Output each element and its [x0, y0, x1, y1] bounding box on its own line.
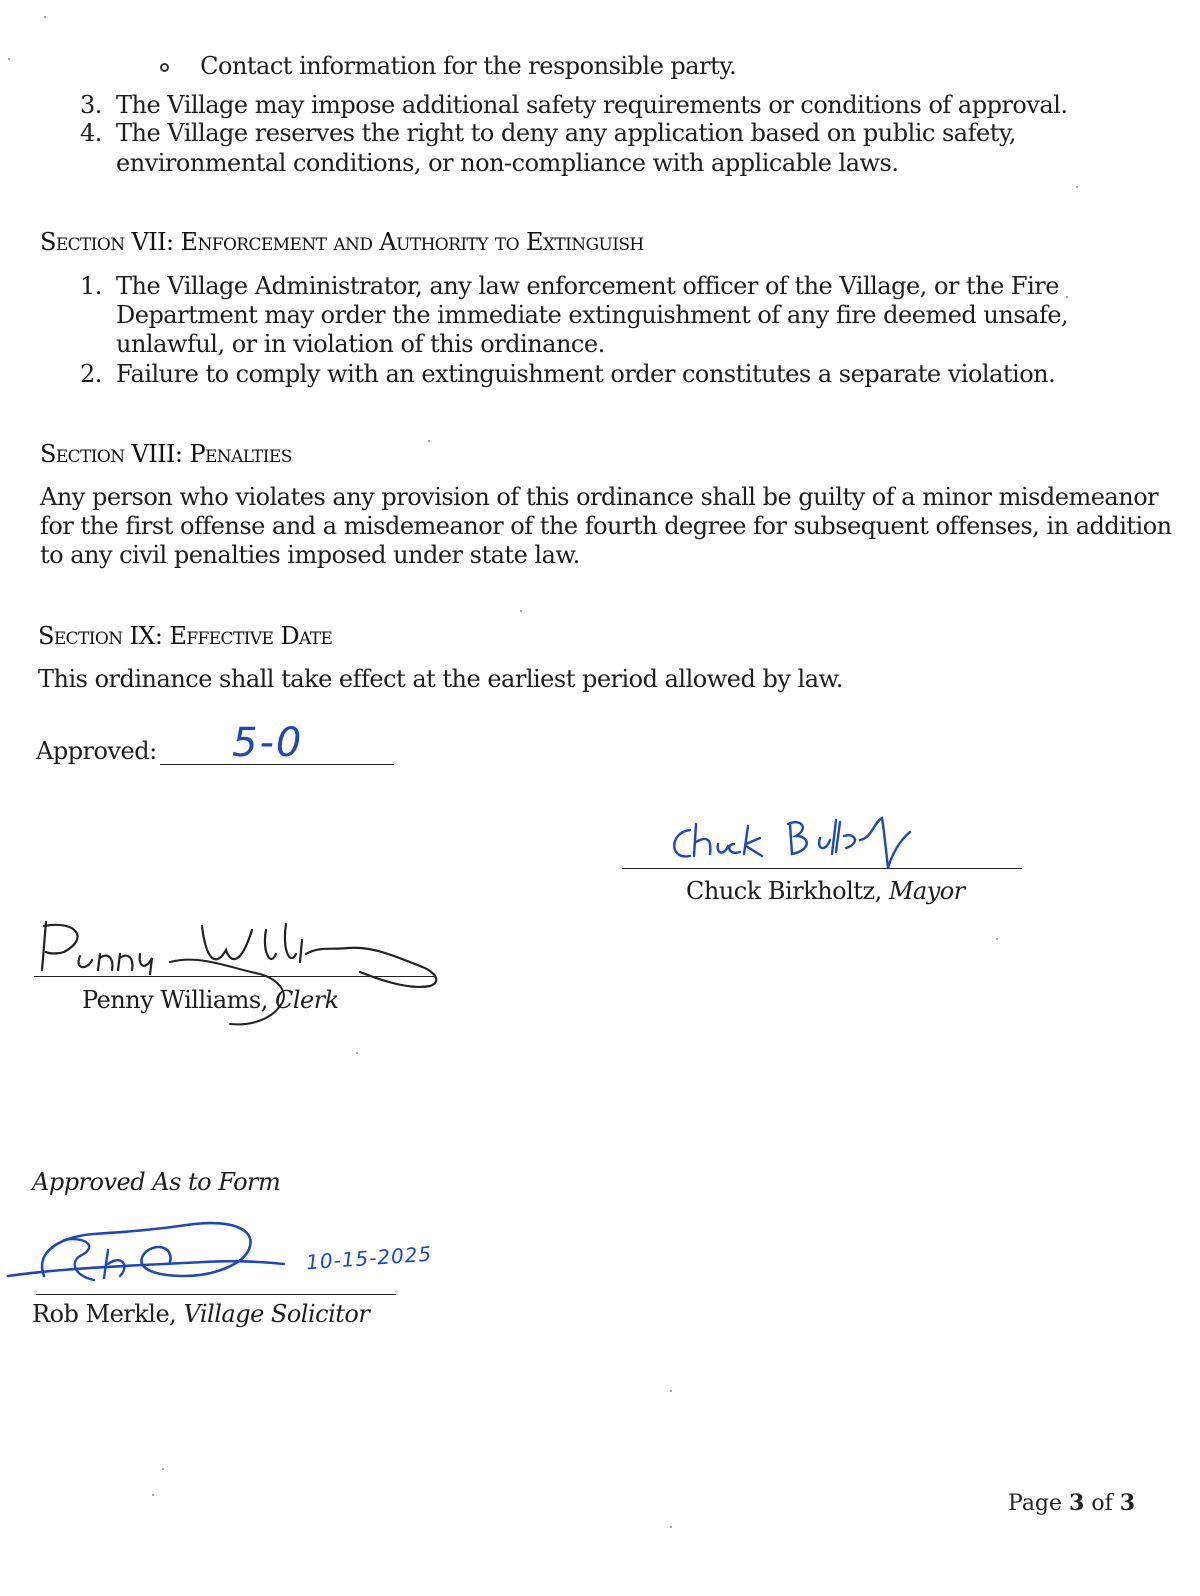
solicitor-name: Rob Merkle, Village Solicitor	[32, 1300, 370, 1328]
solicitor-signature	[4, 1210, 294, 1300]
scan-speck	[670, 1526, 672, 1528]
approved-label: Approved:	[36, 737, 157, 765]
section-7-item-1-cont: Department may order the immediate extinguishment of any fire deemed unsafe,	[116, 301, 1069, 329]
scan-speck	[44, 16, 46, 18]
page-number: Page 3 of 3	[1008, 1490, 1136, 1516]
approved-vote: 5-0	[232, 720, 304, 766]
clerk-name: Penny Williams, Clerk	[82, 986, 339, 1014]
list-item-3: 3. The Village may impose additional safety requirements or conditions of approval.	[80, 91, 1068, 119]
bullet-icon	[160, 63, 169, 72]
section-8-line-3: to any civil penalties imposed under state law.	[40, 541, 580, 569]
section-8-line-1: Any person who violates any provision of this ordinance shall be guilty of a minor misdemeanor	[40, 483, 1159, 511]
mayor-signature-line	[622, 868, 1022, 869]
section-9-heading: Section IX: Effective Date	[38, 622, 333, 650]
section-9-text: This ordinance shall take effect at the earliest period allowed by law.	[38, 665, 843, 693]
approved-as-to-form-label: Approved As to Form	[32, 1168, 281, 1196]
clerk-signature-line	[34, 976, 434, 977]
scan-speck	[670, 1390, 672, 1392]
solicitor-date: 10-15-2025	[305, 1241, 433, 1275]
section-7-item-1: 1. The Village Administrator, any law enforcement officer of the Village, or the Fire	[80, 272, 1059, 300]
scan-speck	[1076, 186, 1078, 188]
scan-speck	[162, 1468, 164, 1470]
scan-speck	[1066, 296, 1068, 298]
scan-speck	[152, 1494, 154, 1496]
scan-speck	[8, 58, 10, 60]
bullet-item: Contact information for the responsible party.	[160, 52, 736, 80]
section-7-heading: Section VII: Enforcement and Authority to Extinguish	[40, 228, 644, 256]
section-8-heading: Section VIII: Penalties	[40, 440, 292, 468]
list-item-4: 4. The Village reserves the right to deny any application based on public safety,	[80, 119, 1016, 147]
section-7-item-2: 2. Failure to comply with an extinguishment order constitutes a separate violation.	[80, 360, 1056, 388]
mayor-name: Chuck Birkholtz, Mayor	[686, 877, 965, 905]
list-item-4-cont: environmental conditions, or non-compliance with applicable laws.	[116, 149, 899, 177]
section-8-line-2: for the first offense and a misdemeanor of the fourth degree for subsequent offenses, in addition	[40, 512, 1172, 540]
mayor-signature	[660, 810, 960, 880]
section-7-item-1-cont2: unlawful, or in violation of this ordinance.	[116, 330, 605, 358]
scan-speck	[428, 440, 430, 442]
scan-speck	[520, 610, 522, 612]
scan-speck	[996, 938, 998, 940]
scan-speck	[356, 1052, 358, 1054]
solicitor-signature-line	[36, 1294, 396, 1295]
